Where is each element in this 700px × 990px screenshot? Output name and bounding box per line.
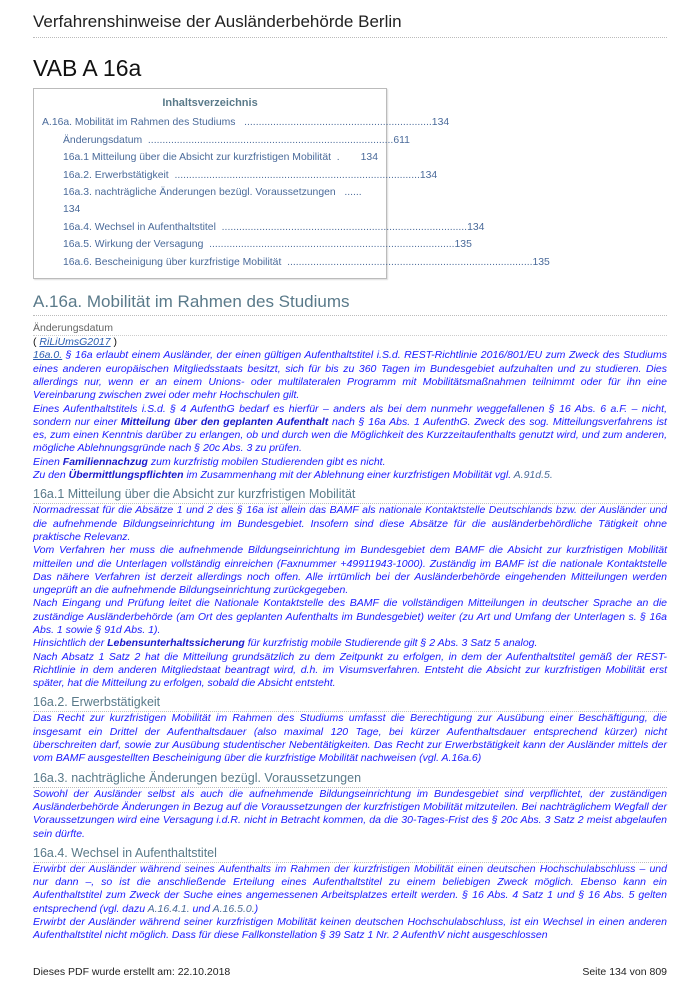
toc-entry-label: 16a.5. Wirkung der Versagung [63, 239, 204, 251]
toc-entry[interactable] [42, 254, 550, 271]
page-footer [33, 966, 667, 978]
paragraph: Einen Familiennachzug zum kurzfristig mobilen Studierenden gibt es nicht. [33, 455, 386, 468]
toc-entry[interactable] [42, 219, 485, 236]
paragraph: Erwirbt der Ausländer während seines Aufenthalts im Rahmen der kurzfristigen Mobilität einen deutschen Hochschulabschluss – und nur dann –, so ist die anschließende Erteilung eines Aufenthaltstitel zu einem beliebigen Zweck möglich. Ebenso kann ein Aufenthaltstitel zum Zweck der Suche eines angemessenen Arbeitsplatzes erteilt werden. § 16 Abs. 4 Satz 1 und § 16 Abs. 5 gelten entsprechend (vgl. dazu A.16.4.1. und A.16.5.0.) [33, 862, 667, 915]
toc-entry[interactable] [42, 114, 450, 131]
paragraph: Vom Verfahren her muss die aufnehmende Bildungseinrichtung im Bundesgebiet dem BAMF die Absicht zur kurzfristigen Mobilität mitteilen und die Unterlagen vollständig einreichen (Faxnummer +49911943-1000). Zuständig im BAMF ist die nationale Kontaktstelle Das nähere Verfahren ist derzeit allerdings noch offen. Alle irrtümlich bei der Ausländerbehörde eingehenden Mitteilungen werden ungeprüft an die aufnehmende Bildungseinrichtung zurückgegeben. [33, 544, 667, 597]
toc-entry-page: 134 [63, 204, 81, 216]
section-heading: A.16a. Mobilität im Rahmen des Studiums [33, 292, 667, 316]
toc-entry-label: 16a.3. nachträgliche Änderungen bezügl. Voraussetzungen [63, 187, 336, 199]
cross-reference-link[interactable]: A.91d.5. [513, 469, 553, 482]
footer-page-number: Seite 134 von 809 [582, 966, 667, 978]
toc-entry-label: 16a.2. Erwerbstätigkeit [63, 169, 169, 181]
toc-entry[interactable] [42, 167, 438, 184]
toc-entry[interactable] [42, 132, 410, 149]
footer-created-date: Dieses PDF wurde erstellt am: 22.10.2018 [33, 966, 231, 978]
toc-entry-page: 134 [360, 152, 378, 164]
reference-link[interactable]: RiLiUmsG2017 [39, 336, 111, 349]
toc-entry-label: Änderungsdatum [63, 134, 143, 146]
subsection-heading: 16a.3. nachträgliche Änderungen bezügl. Voraussetzungen [33, 771, 667, 788]
toc-entry[interactable] [42, 149, 378, 166]
toc-entry-page: 135 [532, 256, 550, 268]
paragraph: Zu den Übermittlungspflichten im Zusammenhang mit der Ablehnung einer kurzfristigen Mobilität vgl. A.91d.5. [33, 469, 553, 482]
paragraph: Normadressat für die Absätze 1 und 2 des § 16a ist allein das BAMF als nationale Kontaktstelle Deutschlands bzw. der Ausländer und die aufnehmende Bildungseinrichtung im Bundesgebiet. Insofern sind diese Absätze für die ausländerbehördliche Tätigkeit ohne praktische Relevanz. [33, 504, 667, 543]
toc-leader: ..................................................................................... [142, 134, 394, 146]
cross-reference-link[interactable]: A.16.5.0. [212, 902, 255, 915]
toc-entry-page: 611 [393, 134, 410, 146]
toc-entry-label: 16a.1 Mitteilung über die Absicht zur kurzfristigen Mobilität [63, 152, 331, 164]
toc-entry-page: 135 [454, 239, 472, 251]
toc-leader: ...... [338, 187, 362, 199]
section-anchor-link[interactable]: 16a.0. [33, 349, 63, 362]
toc-entry-label: 16a.6. Bescheinigung über kurzfristige Mobilität [63, 256, 282, 268]
toc-entry[interactable] [42, 184, 378, 219]
change-date-label: Änderungsdatum [33, 322, 667, 336]
cross-reference-link[interactable]: A.16.4.1. [147, 902, 190, 915]
toc-entry-label: 16a.4. Wechsel in Aufenthaltstitel [63, 221, 216, 233]
document-title: VAB A 16a [33, 55, 142, 81]
toc-entry[interactable] [42, 236, 472, 253]
page-header: Verfahrenshinweise der Ausländerbehörde Berlin [33, 12, 667, 38]
paragraph: Das Recht zur kurzfristigen Mobilität im Rahmen des Studiums umfasst die Berechtigung zur Ausübung einer Beschäftigung, die insgesamt ein Drittel der Aufenthaltsdauer (also maximal 120 Tage, bei kürzer Aufenthaltsdauer entsprechend kürzer) nicht überschreiten darf, sowie zur Ausübung studentischer Nebentätigkeiten. Das Recht zur Erwerbstätigkeit kann der Ausländer mittels der vom BAMF ausgestellten Bescheinigung über die kurzfristige Mobilität nachweisen (vgl. A.16a.6) [33, 712, 667, 765]
toc-leader: ..................................................................................... [203, 239, 455, 251]
paragraph: 16a.0. § 16a erlaubt einem Ausländer, der einen gültigen Aufenthaltstitel i.S.d. REST-Richtlinie 2016/801/EU zum Zweck des Studiums eines anderen europäischen Mitgliedsstaats besitzt, sich für bis zu 360 Tagen im Bundesgebiet aufzuhalten und zu studieren. Dies allerdings nur, wenn er an einem Unions- oder multilateralen Programm mit Mobilitätsmaßnahmen teilnimmt oder für ihn eine Vereinbarung zwischen zwei oder mehr Hochschulen gilt. [33, 349, 667, 402]
paragraph: Eines Aufenthaltstitels i.S.d. § 4 AufenthG bedarf es hierfür – anders als bei dem nunmehr weggefallenen § 16 Abs. 6 a.F. – nicht, sondern nur einer Mitteilung über den geplanten Aufenthalt nach § 16a Abs. 1 AufenthG. Zweck des sog. Mitteilungsverfahrens ist es, zum einen Kenntnis darüber zu erlangen, ob und durch wen die Möglichkeit des Kurzzeitaufenthalts genutzt wird, und zum anderen, mögliche Ablehnungsgründe nach § 20c Abs. 3 zu prüfen. [33, 402, 667, 455]
paragraph: Erwirbt der Ausländer während seiner kurzfristigen Mobilität keinen deutschen Hochschulabschluss, ist ein Wechsel in einen anderen Aufenthaltstitel nicht möglich. Dass für diese Fallkonstellation § 39 Satz 1 Nr. 2 AufenthV nicht ausgeschlossen [33, 916, 667, 942]
document-page [33, 0, 667, 943]
subsection-heading: 16a.2. Erwerbstätigkeit [33, 695, 667, 712]
reference-line: ( RiLiUmsG2017 ) [33, 336, 118, 349]
toc-entry-page: 134 [419, 169, 438, 181]
paragraph: Hinsichtlich der Lebensunterhaltssicherung für kurzfristig mobile Studierende gilt § 2 Abs. 3 Satz 5 analog. [33, 637, 538, 650]
toc-leader: . [330, 152, 340, 164]
toc-entry-page: 134 [467, 221, 485, 233]
paragraph: Nach Absatz 1 Satz 2 hat die Mitteilung grundsätzlich zu dem Zeitpunkt zu erfolgen, in dem der Aufenthaltstitel gemäß der REST-Richtlinie in dem anderen Mitgliedstaat beantragt wird, d.h. im Visumsverfahren. Entsteht die Absicht zur kurzfristigen Mobilität erst später, hat die Mitteilung zu erfolgen, sobald die Absicht entsteht. [33, 650, 667, 690]
toc-leader: ..................................................................................... [215, 221, 468, 233]
paragraph: Sowohl der Ausländer selbst als auch die aufnehmende Bildungseinrichtung im Bundesgebiet sind verpflichtet, der zuständigen Ausländerbehörde Änderungen in Bezug auf die Voraussetzungen der kurzfristigen Mobilität mitzuteilen. Bei nachträglichem Wegfall der Voraussetzungen wird eine Versagung i.d.R. nicht in Betracht kommen, da die 30-Tages-Frist des § 20c Abs. 3 Satz 2 meist abgelaufen sein dürfte. [33, 787, 667, 840]
toc-leader: ................................................................. [235, 117, 432, 129]
subsection-heading: 16a.1 Mitteilung über die Absicht zur kurzfristigen Mobilität [33, 487, 667, 504]
paragraph: Nach Eingang und Prüfung leitet die Nationale Kontaktstelle des BAMF die vollständigen Mitteilungen in deutscher Sprache an die zuständige Ausländerbehörde (am Ort des geplanten Aufenthalts im Bundesgebiet) weiter (zu Art und Umfang der Unterlagen s. § 16a Abs. 1 sowie § 91d Abs. 1). [33, 597, 667, 636]
toc-title: Inhaltsverzeichnis [162, 97, 258, 109]
toc-leader: ..................................................................................... [281, 256, 533, 268]
table-of-contents [33, 88, 550, 279]
toc-entry-page: 134 [431, 117, 450, 129]
toc-leader: ..................................................................................... [168, 169, 420, 181]
subsection-heading: 16a.4. Wechsel in Aufenthaltstitel [33, 846, 667, 863]
toc-entry-label: A.16a. Mobilität im Rahmen des Studiums [42, 117, 236, 129]
